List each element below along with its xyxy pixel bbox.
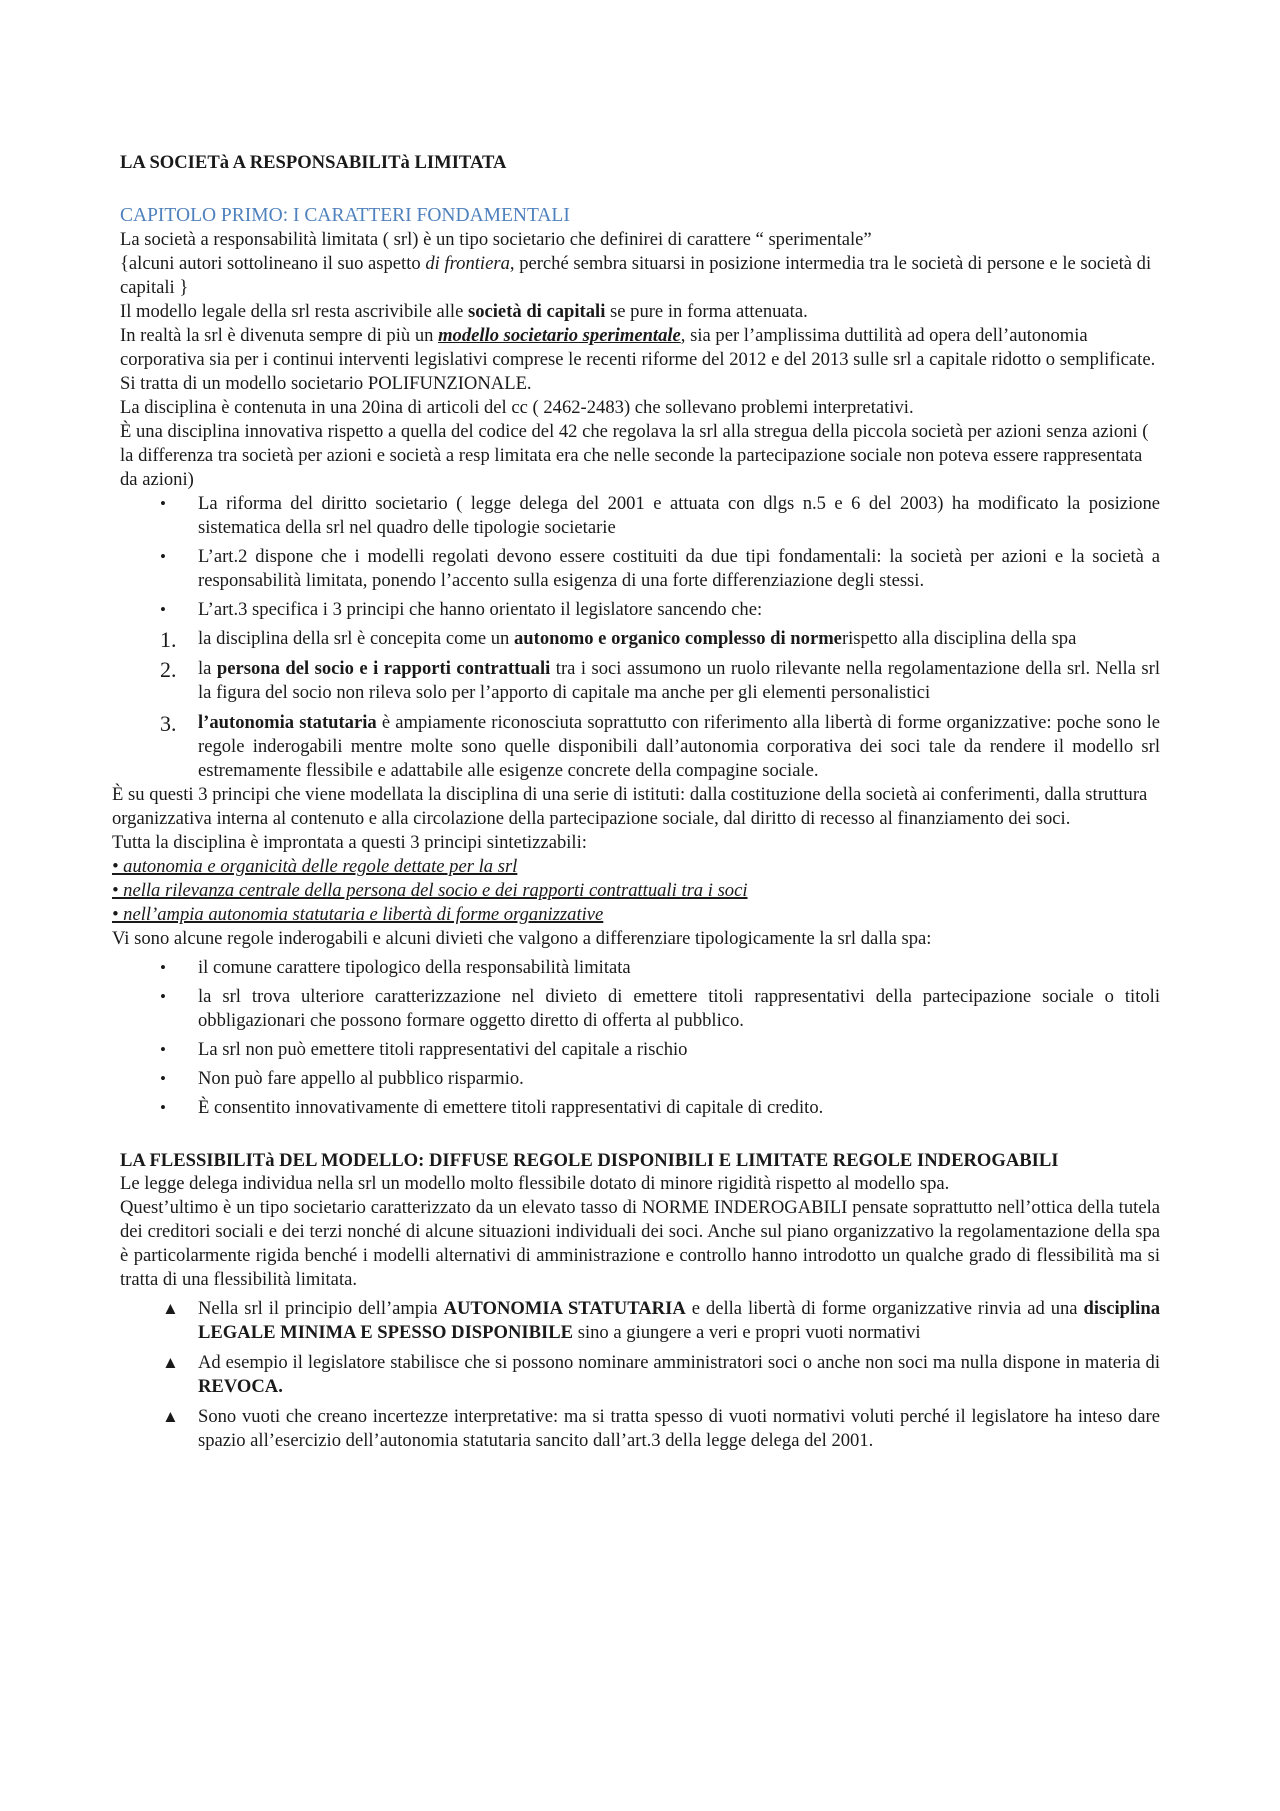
bold-run: autonomo e organico complesso di norme [513,628,842,649]
triangle-list [120,1297,1160,1453]
list-item [120,492,1160,540]
text-run: se pure in forma attenuata. [605,301,808,322]
list-item [120,956,1160,980]
list-number: 1. [160,627,177,652]
list-item-text: È consentito innovativamente di emettere titoli rappresentativi di capitale di credito. [198,1097,824,1118]
text-run: rispetto alla disciplina della spa [841,628,1077,649]
intro-paragraph-6: La disciplina è contenuta in una 20ina di articoli del cc ( 2462-2483) che sollevano problemi interpretativi. [120,397,914,418]
list-number: 3. [160,711,177,736]
bullet-mark: • [160,958,166,977]
text-run: Il modello legale della srl resta ascrivibile alle [120,301,468,322]
bold-run: AUTONOMIA STATUTARIA [443,1298,686,1319]
italic-run: di frontiera [425,253,510,274]
bullet-mark: • [160,600,166,619]
list-item [120,598,1160,622]
list-item [120,1067,1160,1091]
section-2-title: LA FLESSIBILITà DEL MODELLO: DIFFUSE REGOLE DISPONIBILI E LIMITATE REGOLE INDEROGABILI [120,1150,1059,1171]
text-run: è ampiamente riconosciuta soprattutto con riferimento alla libertà di forme organizzative: poche sono le regole inderogabili mentre molte sono quelle disponibili dall’autonomia corporativa dei soci tale da rendere il modello srl estremamente flessibile e adattabile alle esigenze concrete della compagine sociale. [198,712,1160,781]
emphasis-run: modello societario sperimentale [438,325,681,346]
intro-paragraph-7: È una disciplina innovativa rispetto a quella del codice del 42 che regolava la srl alla stregua della piccola società per azioni senza azioni ( la differenza tra società per azioni e società a resp limitata era che nelle seconde la partecipazione sociale non poteva essere rappresentata da azioni) [120,421,1149,490]
after-paragraph-1: È su questi 3 principi che viene modellata la disciplina di una serie di istituti: dalla costituzione della società ai conferimenti, dalla struttura organizzativa interna al contenuto e alla circolazione della partecipazione sociale, dal diritto di recesso al finanziamento dei soci. [112,784,1148,829]
section-2-paragraph-1: Le legge delega individua nella srl un modello molto flessibile dotato di minore rigidità rispetto al modello spa. [120,1173,950,1194]
text-run: e della libertà di forme organizzative rinvia ad una [685,1298,1084,1319]
list-item [120,1038,1160,1062]
text-run: Nella srl il principio dell’ampia [198,1298,444,1319]
document-title: LA SOCIETà A RESPONSABILITà LIMITATA [120,152,507,173]
bullet-mark: • [160,494,166,513]
bold-run: disciplina LEGALE MINIMA E SPESSO DISPONIBILE [198,1298,1160,1343]
list-item [120,1405,1160,1453]
bullet-mark: • [160,1098,166,1117]
bullet-mark: • [160,1069,166,1088]
list-number: 2. [160,657,177,682]
bold-run: l’autonomia statutaria [198,712,377,733]
bullet-list-1 [120,492,1160,622]
text-run: {alcuni autori sottolineano il suo aspetto [120,253,426,274]
list-item [120,545,1160,593]
list-item-text: L’art.3 specifica i 3 principi che hanno orientato il legislatore sancendo che: [198,599,763,620]
principle-line-3: • nell’ampia autonomia statutaria e libertà di forme organizzative [112,904,604,925]
triangle-bullet-icon: ▲ [162,1353,179,1372]
text-run: Ad esempio il legislatore stabilisce che si possono nominare amministratori soci o anche non soci ma nulla dispone in materia di [198,1352,1160,1373]
list-item [120,711,1160,783]
list-item-text: il comune carattere tipologico della responsabilità limitata [198,957,631,978]
section-2-paragraph-2: Quest’ultimo è un tipo societario caratterizzato da un elevato tasso di NORME INDEROGABILI pensate soprattutto nell’ottica della tutela dei creditori sociali e dei terzi nonché di alcune situazioni individuali dei soci. Anche sul piano organizzativo la regolamentazione della spa è particolarmente rigida benché i modelli alternativi di amministrazione e controllo hanno introdotto un qualche grado di flessibilità ma si tratta di una flessibilità limitata. [120,1197,1160,1290]
list-item-text: L’art.2 dispone che i modelli regolati devono essere costituiti da due tipi fondamentali: la società per azioni e la società a responsabilità limitata, ponendo l’accento sulla esigenza di una forte differenziazione degli stessi. [198,546,1160,591]
list-item-text: La srl non può emettere titoli rappresentativi del capitale a rischio [198,1039,688,1060]
intro-paragraph-5: Si tratta di un modello societario POLIFUNZIONALE. [120,373,532,394]
principle-line-2: • nella rilevanza centrale della persona del socio e dei rapporti contrattuali tra i soci [112,880,748,901]
bullet-mark: • [160,987,166,1006]
bold-run: società di capitali [467,301,606,322]
document-body [112,150,1160,1453]
triangle-bullet-icon: ▲ [162,1299,179,1318]
bullet-list-2 [120,956,1160,1120]
bold-run: REVOCA. [198,1376,283,1397]
text-run: sino a giungere a veri e propri vuoti normativi [573,1322,921,1343]
after-paragraph-2: Tutta la disciplina è improntata a questi 3 principi sintetizzabili: [112,832,587,853]
list-item [120,1096,1160,1120]
list-item-text: la srl trova ulteriore caratterizzazione nel divieto di emettere titoli rappresentativi della partecipazione sociale o titoli obbligazionari che possono formare oggetto diretto di offerta al pubblico. [198,986,1160,1031]
principle-line-1: • autonomia e organicità delle regole dettate per la srl [112,856,518,877]
bullet-mark: • [160,547,166,566]
text-run: , perché sembra situarsi in posizione intermedia tra le società di persone e le società di capitali } [120,253,1152,298]
list-item [120,985,1160,1033]
list-item-text: La riforma del diritto societario ( legge delega del 2001 e attuata con dlgs n.5 e 6 del 2003) ha modificato la posizione sistematica della srl nel quadro delle tipologie societarie [198,493,1160,538]
text-run: In realtà la srl è divenuta sempre di più un [120,325,439,346]
text-run: , sia per l’amplissima duttilità ad opera dell’autonomia corporativa sia per i continui interventi legislativi comprese le recenti riforme del 2012 e del 2013 sulle srl a capitale ridotto o semplificate. [120,325,1156,370]
chapter-heading: CAPITOLO PRIMO: I CARATTERI FONDAMENTALI [120,205,570,226]
numbered-list [120,627,1160,783]
list-item-text: Non può fare appello al pubblico risparmio. [198,1068,524,1089]
bold-run: persona del socio e i rapporti contrattuali [216,658,551,679]
text-run: tra i soci assumono un ruolo rilevante nella regolamentazione della srl. Nella srl la figura del socio non rileva solo per l’apporto di capitale ma anche per gli elementi personalistici [198,658,1160,703]
after-paragraph-3: Vi sono alcune regole inderogabili e alcuni divieti che valgono a differenziare tipologicamente la srl dalla spa: [112,928,932,949]
intro-paragraph-1: La società a responsabilità limitata ( srl) è un tipo societario che definirei di carattere “ sperimentale” [120,229,872,250]
triangle-bullet-icon: ▲ [162,1407,179,1426]
list-item [120,627,1160,651]
intro-paragraph-3 [120,300,1160,324]
bullet-mark: • [160,1040,166,1059]
text-run: la [198,658,217,679]
intro-paragraph-4 [120,324,1160,372]
list-item [120,657,1160,705]
list-item [120,1297,1160,1345]
text-run: la disciplina della srl è concepita come un [198,628,514,649]
intro-paragraph-2 [120,252,1160,300]
list-item [120,1351,1160,1399]
list-item-text: Sono vuoti che creano incertezze interpretative: ma si tratta spesso di vuoti normativi voluti perché il legislatore ha inteso dare spazio all’esercizio dell’autonomia statutaria sancito dall’art.3 della legge delega del 2001. [198,1406,1160,1451]
